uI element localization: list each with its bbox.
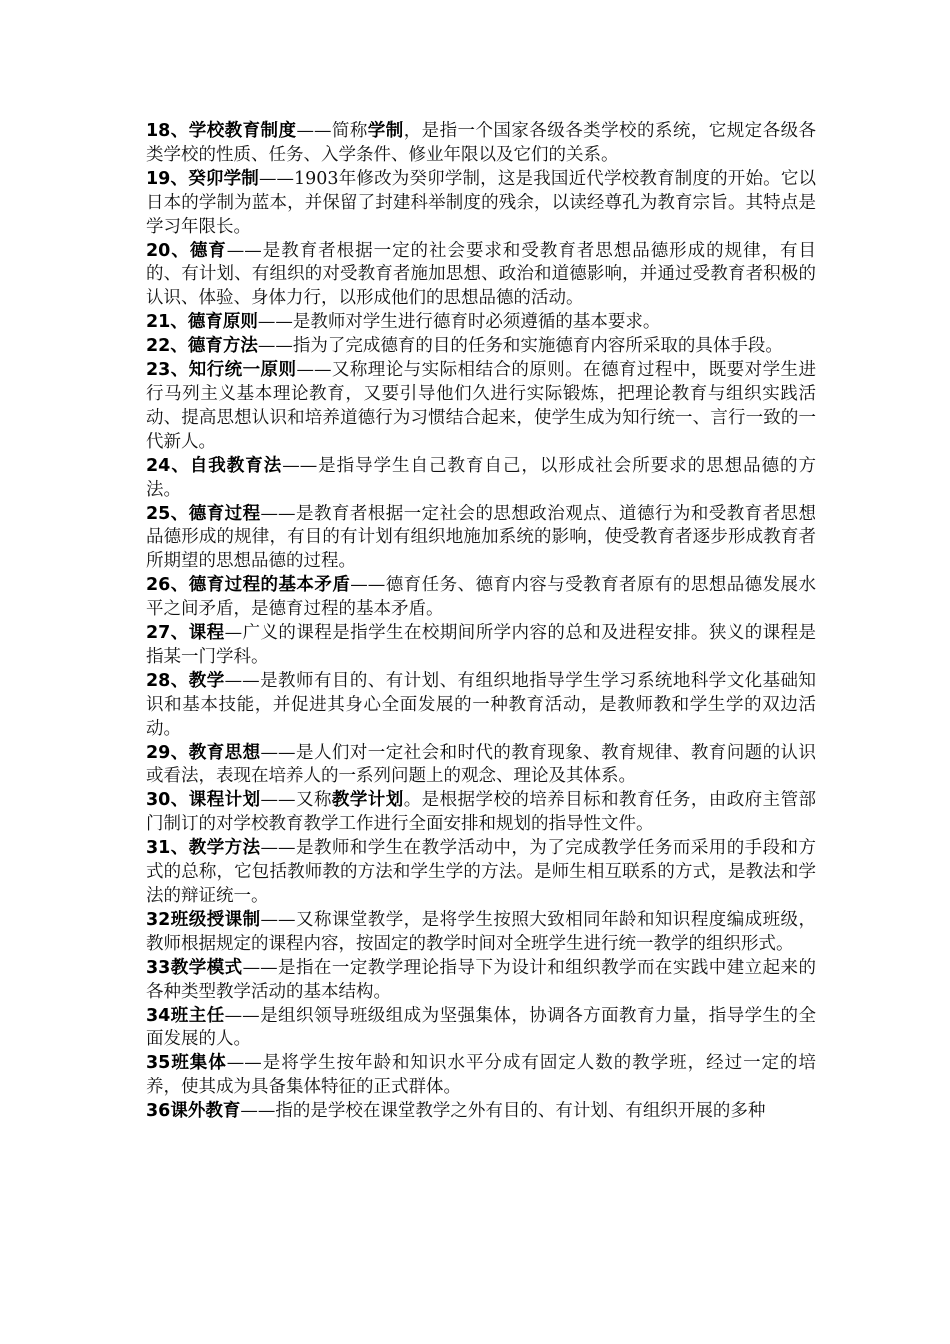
entry-number: 27、 xyxy=(146,623,189,644)
entry-definition: ——是指在一定教学理论指导下为设计和组织教学而在实践中建立起来的各种类型教学活动的基本结构。 xyxy=(146,957,816,1002)
entry-35 xyxy=(146,1052,816,1100)
entry-definition: ——是组织领导班级组成为坚强集体，协调各方面教育力量，指导学生的全面发展的人。 xyxy=(146,1005,817,1050)
entry-term: 教学模式 xyxy=(170,957,243,978)
entry-25 xyxy=(146,503,816,575)
entry-18 xyxy=(146,120,816,168)
entry-definition: —广义的课程是指学生在校期间所学内容的总和及进程安排。狭义的课程是指某一门学科。 xyxy=(146,623,817,667)
entry-definition: ——德育任务、德育内容与受教育者原有的思想品德发展水平之间矛盾，是德育过程的基本矛盾。 xyxy=(146,575,817,620)
entry-24 xyxy=(146,455,816,503)
entry-definition: ——是指导学生自己教育自己，以形成社会所要求的思想品德的方法。 xyxy=(146,455,817,500)
entry-number: 20、 xyxy=(146,240,190,261)
entry-term: 教学方法 xyxy=(188,838,261,859)
entry-term: 课程 xyxy=(188,623,225,644)
entry-definition: ——又称课堂教学，是将学生按照大致相同年龄和知识程度编成班级，教师根据规定的课程内容，按固定的教学时间对全班学生进行统一教学的组织形式。 xyxy=(146,909,817,954)
entry-23 xyxy=(146,359,816,455)
entry-number: 19、 xyxy=(146,168,189,189)
entry-number: 31、 xyxy=(146,838,189,859)
entry-definition: 。是根据学校的培养目标和教育任务，由政府主管部门制订的对学校教育教学工作进行全面安排和规划的指导性文件。 xyxy=(146,790,817,835)
entry-definition: ——是教师和学生在教学活动中，为了完成教学任务而采用的手段和方式的总称，它包括教师教的方法和学生学的方法。是师生相互联系的方式，是教法和学法的辩证统一。 xyxy=(146,838,817,906)
entry-29 xyxy=(146,742,816,790)
entry-term: 班级授课制 xyxy=(170,909,261,930)
entry-number: 22、 xyxy=(146,336,188,357)
entry-definition: ——1903年修改为癸卯学制，这是我国近代学校教育制度的开始。它以日本的学制为蓝本，并保留了封建科举制度的残余，以读经尊孔为教育宗旨。其特点是学习年限长。 xyxy=(146,168,817,237)
entry-33 xyxy=(146,957,816,1005)
entry-dash: ——简称 xyxy=(296,121,368,141)
entry-term: 德育过程 xyxy=(188,503,261,524)
entry-number: 29、 xyxy=(146,742,189,763)
entry-34 xyxy=(146,1005,816,1053)
entry-31 xyxy=(146,837,816,909)
entry-term: 知行统一原则 xyxy=(188,360,297,381)
entry-definition: ，是指一个国家各级各类学校的系统，它规定各级各类学校的性质、任务、入学条件、修业年限以及它们的关系。 xyxy=(146,121,817,165)
document-page xyxy=(146,120,816,1124)
entry-21 xyxy=(146,311,816,335)
entry-36 xyxy=(146,1100,816,1124)
entry-number: 35 xyxy=(146,1053,171,1074)
entry-definition: ——指的是学校在课堂教学之外有目的、有计划、有组织开展的多种 xyxy=(240,1101,766,1122)
entry-term: 德育过程的基本矛盾 xyxy=(188,575,351,596)
entry-number: 23、 xyxy=(146,360,189,381)
entry-term: 德育原则 xyxy=(187,312,258,333)
entry-term: 课程计划 xyxy=(188,790,261,811)
entry-term: 班主任 xyxy=(170,1005,225,1026)
entry-number: 26、 xyxy=(146,575,189,596)
entry-definition: ——又称理论与实际相结合的原则。在德育过程中，既要对学生进行马列主义基本理论教育，又要引导他们久进行实际锻炼，把理论教育与组织实践活动、提高思想认识和培养道德行为习惯结合起来，使学生成为知行统一、言行一致的一代新人。 xyxy=(146,360,817,452)
entry-number: 30、 xyxy=(146,790,189,811)
entry-number: 33 xyxy=(146,957,171,978)
entry-definition: ——指为了完成德育的目的任务和实施德育内容所采取的具体手段。 xyxy=(257,336,783,357)
entry-number: 32 xyxy=(146,909,171,930)
entry-definition: ——是教育者根据一定社会的思想政治观点、道德行为和受教育者思想品德形成的规律，有目的有计划有组织地施加系统的影响，使受教育者逐步形成教育者所期望的思想品德的过程。 xyxy=(146,503,817,572)
entry-28 xyxy=(146,670,816,742)
entry-number: 21、 xyxy=(146,312,188,333)
entry-30 xyxy=(146,789,816,837)
entry-27 xyxy=(146,622,816,670)
entry-term: 教育思想 xyxy=(188,742,261,763)
entry-term: 课外教育 xyxy=(170,1101,241,1122)
entry-20 xyxy=(146,240,816,312)
entry-definition: ——是人们对一定社会和时代的教育现象、教育规律、教育问题的认识或看法，表现在培养人的一系列问题上的观念、理论及其体系。 xyxy=(146,742,817,787)
entry-term: 德育 xyxy=(189,240,227,261)
entry-definition: ——是教育者根据一定的社会要求和受教育者思想品德形成的规律，有目的、有计划、有组织的对受教育者施加思想、政治和道德影响，并通过受教育者积极的认识、体验、身体力行，以形成他们的思想品德的活动。 xyxy=(146,240,817,309)
entry-dash: ——又称 xyxy=(260,790,332,811)
entry-number: 28、 xyxy=(146,670,189,691)
entry-number: 34 xyxy=(146,1005,171,1026)
entry-term: 学校教育制度 xyxy=(188,121,297,141)
entry-term: 自我教育法 xyxy=(189,455,283,476)
entry-number: 25、 xyxy=(146,503,189,524)
entry-term: 教学 xyxy=(188,670,225,691)
entry-term-alias: 学制 xyxy=(367,121,404,141)
entry-definition: ——是将学生按年龄和知识水平分成有固定人数的教学班，经过一定的培养，使其成为具备集体特征的正式群体。 xyxy=(146,1053,817,1098)
entry-number: 36 xyxy=(146,1101,171,1122)
entry-term: 德育方法 xyxy=(187,336,258,357)
entry-term: 癸卯学制 xyxy=(188,168,259,189)
entry-26 xyxy=(146,574,816,622)
entry-number: 24、 xyxy=(146,455,190,476)
entry-32 xyxy=(146,909,816,957)
entry-definition: ——是教师对学生进行德育时必须遵循的基本要求。 xyxy=(257,312,661,333)
entry-term-alias: 教学计划 xyxy=(331,790,404,811)
entry-term: 班集体 xyxy=(170,1053,227,1074)
entry-number: 18、 xyxy=(146,121,189,141)
entry-22 xyxy=(146,335,816,359)
entry-19 xyxy=(146,168,816,240)
entry-definition: ——是教师有目的、有计划、有组织地指导学生学习系统地科学文化基础知识和基本技能，并促进其身心全面发展的一种教育活动，是教师教和学生学的双边活动。 xyxy=(146,670,817,739)
